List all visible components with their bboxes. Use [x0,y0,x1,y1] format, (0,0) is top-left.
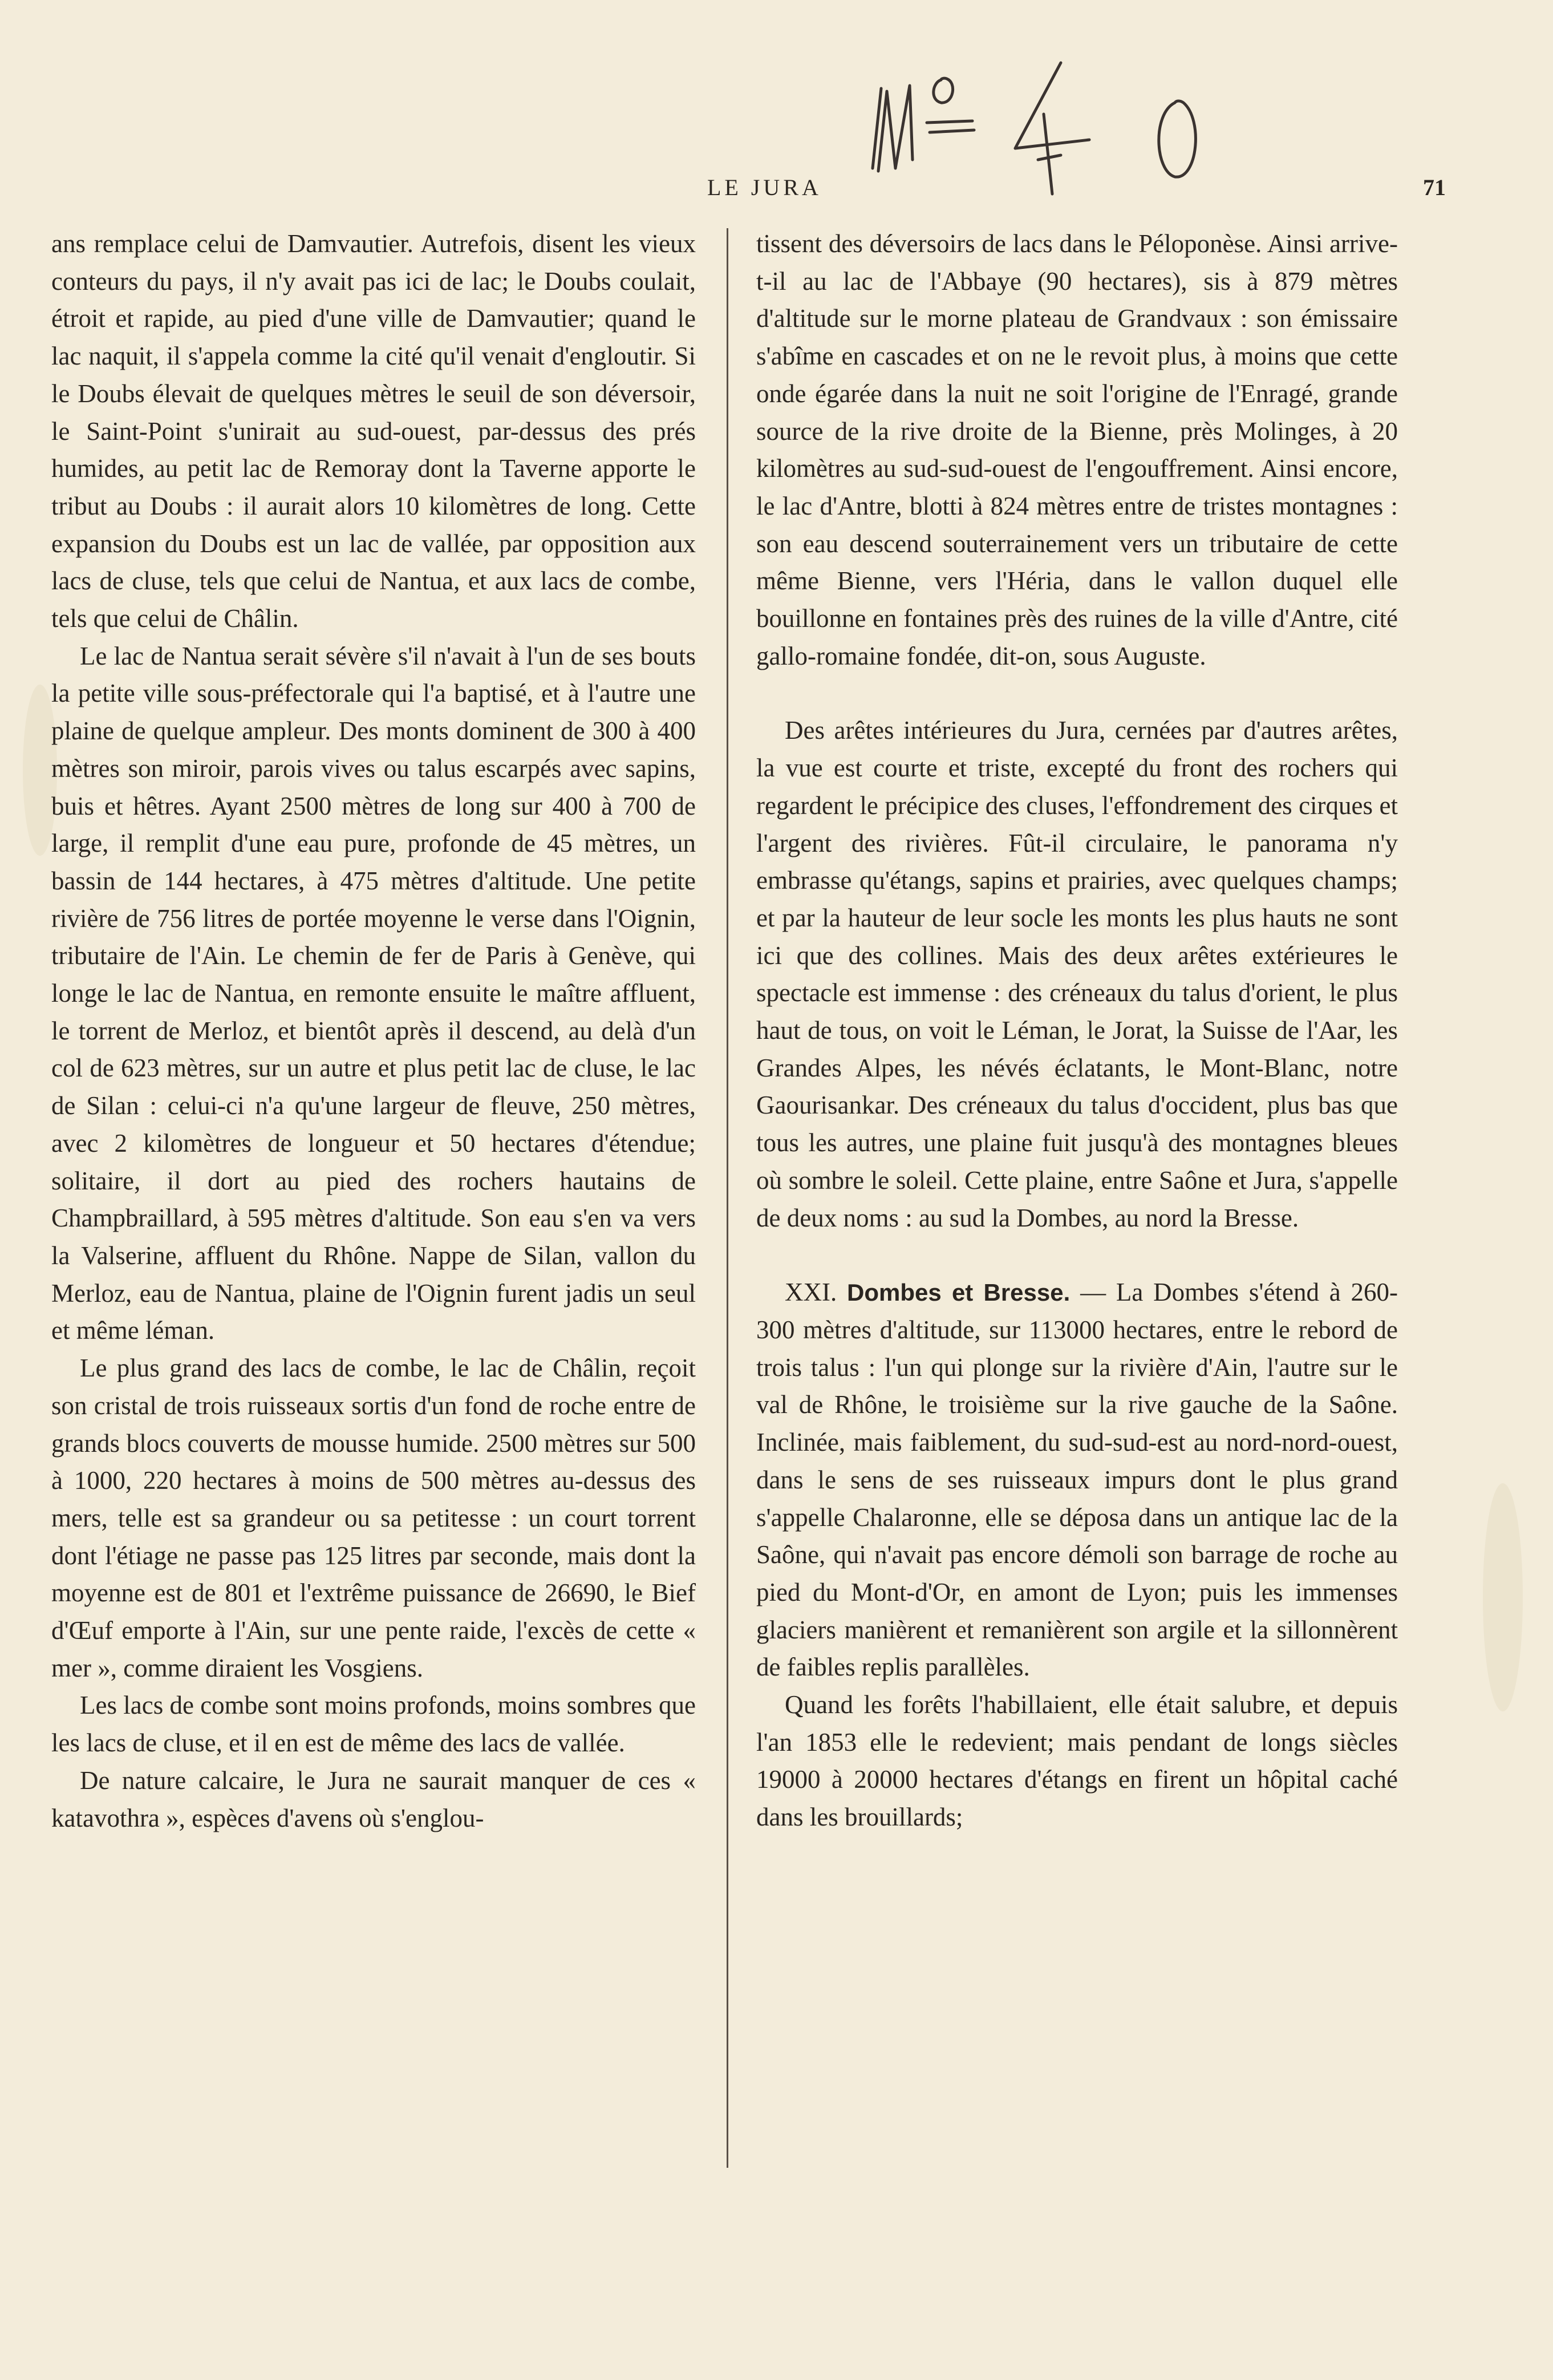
paragraph: Quand les forêts l'habillaient, elle était salubre, et depuis l'an 1853 elle le redevient; mais pendant de longs siècles 19000 à 20000 hectares d'étangs en firent un hôpital caché dans les brouillards; [756,1690,1398,1832]
section-paragraph [756,1274,1398,1686]
paragraph: tissent des déversoirs de lacs dans le Péloponèse. Ainsi arrive-t-il au lac de l'Abbaye (90 hectares), sis à 879 mètres d'altitude sur le morne plateau de Grandvaux : son émissaire s'abîme en cascades et on ne le revoit plus, à moins que cette onde égarée dans la nuit ne soit l'origine de l'Enragé, grande source de la rive droite de la Bienne, près Molinges, à 20 kilomètres au sud-sud-ouest de l'engouffrement. Ainsi encore, le lac d'Antre, blotti à 824 mètres entre de tristes montagnes : son eau descend souterrainement vers un tributaire de cette même Bienne, vers l'Héria, dans le vallon duquel elle bouillonne en fontaines près des ruines de la ville d'Antre, cité gallo-romaine fondée, dit-on, sous Auguste. [756,229,1398,670]
running-title: LE JURA [707,175,822,200]
section-title: Dombes et Bresse. [847,1279,1071,1306]
section-number: XXI. [785,1278,837,1307]
right-column [756,225,1398,1836]
page-header [57,174,1446,208]
left-column [51,225,696,1837]
paper-smudge [1483,1483,1523,1711]
paragraph: Le lac de Nantua serait sévère s'il n'avait à l'un de ses bouts la petite ville sous-préfectorale qui l'a baptisé, et à l'autre une plaine de quelque ampleur. Des monts dominent de 300 à 400 mètres son miroir, parois vives ou talus escarpés avec sapins, buis et hêtres. Ayant 2500 mètres de long sur 400 à 700 de large, il remplit d'une eau pure, profonde de 45 mètres, un bassin de 144 hectares, à 475 mètres d'altitude. Une petite rivière de 756 litres de portée moyenne le verse dans l'Oignin, tributaire de l'Ain. Le chemin de fer de Paris à Genève, qui longe le lac de Nantua, en remonte ensuite le maître affluent, le torrent de Merloz, et bientôt après il descend, au delà d'un col de 623 mètres, sur un autre et plus petit lac de cluse, le lac de Silan : celui-ci n'a qu'une largeur de fleuve, 250 mètres, avec 2 kilomètres de longueur et 50 hectares d'étendue; solitaire, il dort au pied des rochers hautains de Champbraillard, à 595 mètres d'altitude. Son eau s'en va vers la Valserine, affluent du Rhône. Nappe de Silan, vallon du Merloz, eau de Nantua, plaine de l'Oignin furent jadis un seul et même léman. [51,641,696,1345]
column-divider [727,228,728,2168]
section-text: — La Dombes s'étend à 260-300 mètres d'altitude, sur 113000 hectares, entre le rebord de trois talus : l'un qui plonge sur la rivière d'Ain, l'autre sur le val de Rhône, le troisième sur la rive gauche de la Saône. Inclinée, mais faiblement, du sud-sud-est au nord-nord-ouest, dans le sens de ses ruisseaux impurs dont le plus grand s'appelle Chalaronne, elle se déposa dans un antique lac de la Saône, qui n'avait pas encore démoli son barrage de roche au pied du Mont-d'Or, en amont de Lyon; puis les immenses glaciers manièrent et remanièrent son argile et la sillonnèrent de faibles replis parallèles. [756,1278,1398,1682]
paragraph: De nature calcaire, le Jura ne saurait manquer de ces « katavothra », espèces d'avens où s'englou- [51,1766,696,1832]
paragraph: Les lacs de combe sont moins profonds, moins sombres que les lacs de cluse, et il en est de même des lacs de vallée. [51,1691,696,1758]
paragraph: Des arêtes intérieures du Jura, cernées par d'autres arêtes, la vue est courte et triste, excepté du front des rochers qui regardent le précipice des cluses, l'effondrement des cirques et l'argent des rivières. Fût-il circulaire, le panorama n'y embrasse qu'étangs, sapins et prairies, avec quelques champs; et par la hauteur de leur socle les monts les plus hauts ne sont ici que des collines. Mais des deux arêtes extérieures le spectacle est immense : des créneaux du talus d'orient, le plus haut de tous, on voit le Léman, le Jorat, la Suisse de l'Aar, les Grandes Alpes, les névés éclatants, le Mont-Blanc, notre Gaourisankar. Des créneaux du talus d'occident, plus bas que tous les autres, une plaine fuit jusqu'à des montagnes bleues où sombre le soleil. Cette plaine, entre Saône et Jura, s'appelle de deux noms : au sud la Dombes, au nord la Bresse. [756,716,1398,1232]
paragraph: ans remplace celui de Damvautier. Autrefois, disent les vieux conteurs du pays, il n'y avait pas ici de lac; le Doubs coulait, étroit et rapide, au pied d'une ville de Damvautier; quand le lac naquit, il s'appela comme la cité qu'il venait d'engloutir. Si le Doubs élevait de quelques mètres le seuil de son déversoir, le Saint-Point s'unirait au sud-ouest, par-dessus des prés humides, au petit lac de Remoray dont la Taverne apporte le tribut au Doubs : il aurait alors 10 kilomètres de long. Cette expansion du Doubs est un lac de vallée, par opposition aux lacs de cluse, tels que celui de Nantua, et aux lacs de combe, tels que celui de Châlin. [51,229,696,633]
paragraph: Le plus grand des lacs de combe, le lac de Châlin, reçoit son cristal de trois ruisseaux sortis d'un fond de roche entre de grands blocs couverts de mousse humide. 2500 mètres sur 500 à 1000, 220 hectares à moins de 500 mètres au-dessus des mers, telle est sa grandeur ou sa petitesse : un court torrent dont l'étiage ne passe pas 125 litres par seconde, mais dont la moyenne est de 801 et l'extrême puissance de 26690, le Bief d'Œuf emporte à l'Ain, sur une pente raide, l'excès de cette « mer », comme diraient les Vosgiens. [51,1354,696,1682]
page-number: 71 [1423,175,1446,200]
